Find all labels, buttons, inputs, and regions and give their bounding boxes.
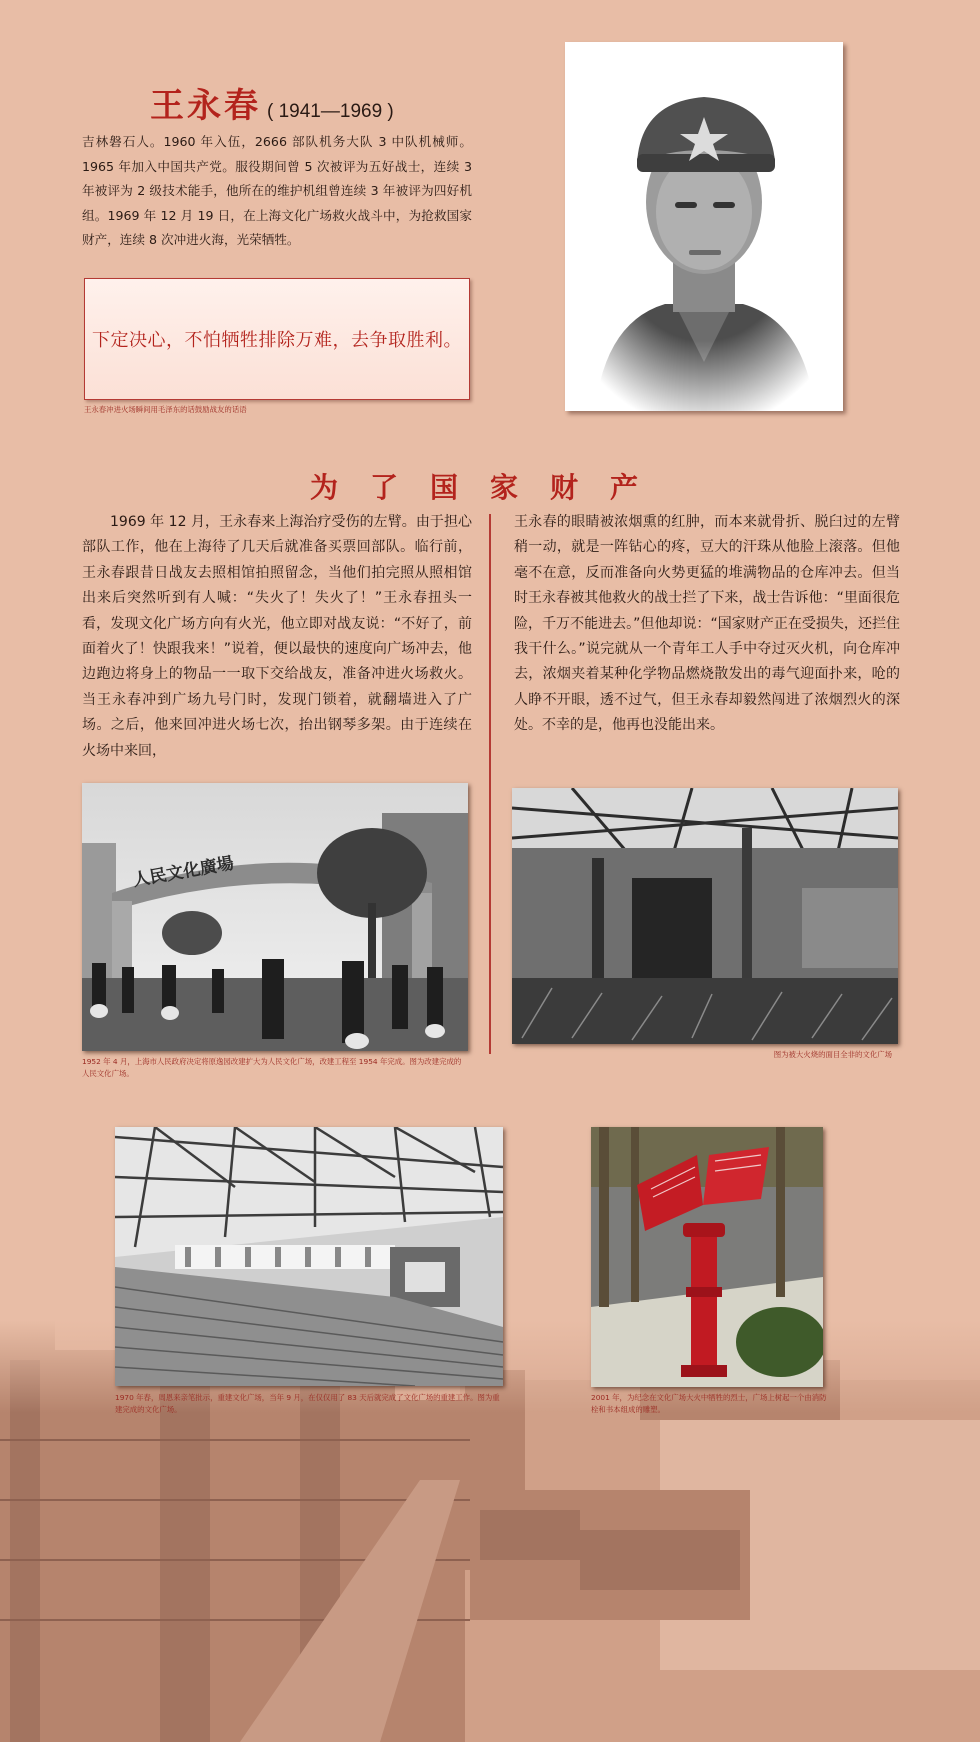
column-divider bbox=[489, 514, 491, 1054]
story-right-text: 王永春的眼睛被浓烟熏的红肿，而本来就骨折、脱臼过的左臂稍一动，就是一阵钻心的疼，豆大的汗珠从他脸上滚落。但他毫不在意，反而准备向火势更猛的堆满物品的仓库冲去。但当时王永春被其他救火的战士拦了下来，战士告诉他：“里面很危险，千万不能进去。”但他却说：“国家财产正在受损失，还拦住我干什么。”说完就从一个青年工人手中夺过灭火机，向仓库冲去，浓烟夹着某种化学物品燃烧散发出的毒气迎面扑来，呛的人睁不开眼，透不过气，但王永春却毅然闯进了浓烟烈火的深处。不幸的是，他再也没能出来。 bbox=[514, 514, 900, 734]
person-name: 王永春 bbox=[150, 86, 261, 126]
photo-rebuilt-cultural-square-1970 bbox=[115, 1127, 503, 1386]
portrait-photo bbox=[565, 42, 843, 411]
photo-cultural-square-1952 bbox=[82, 783, 468, 1051]
photo1-caption: 1952 年 4 月，上海市人民政府决定将原逸园改建扩大为人民文化广场，改建工程至 1954 年完成。图为改建完成的人民文化广场。 bbox=[82, 1057, 462, 1078]
quote-text: 下定决心，不怕牺牲排除万难，去争取胜利。 bbox=[92, 330, 462, 351]
quote-caption: 王永春冲进火场瞬间用毛泽东的话鼓励战友的话语 bbox=[84, 405, 247, 414]
title-line bbox=[150, 78, 394, 127]
photo2-caption: 图为被大火烧的面目全非的文化广场 bbox=[773, 1050, 892, 1059]
section-title: 为了国家财产 bbox=[309, 471, 670, 504]
story-left-text: 1969 年 12 月，王永春来上海治疗受伤的左臂。由于担心部队工作，他在上海待了几天后就准备买票回部队。临行前，王永春跟昔日战友去照相馆拍照留念，当他们拍完照从照相馆出来后突然听到有人喊：“失火了！失火了！”王永春扭头一看，发现文化广场方向有火光，他立即对战友说：“不好了，前面着火了！快跟我来！”说着，便以最快的速度向广场冲去，他边跑边将身上的物品一一取下交给战友，准备冲进火场救火。当王永春冲到广场九号门时，发现门锁着，就翻墙进入了广场。之后，他来回冲进火场七次，抬出钢琴多架。由于连续在火场中来回， bbox=[82, 514, 472, 759]
life-years: ( 1941—1969 ) bbox=[267, 101, 394, 122]
story-left-column bbox=[82, 510, 472, 764]
quote-box bbox=[84, 278, 470, 400]
photo-burned-cultural-square bbox=[512, 788, 898, 1044]
photo4-caption: 2001 年，为纪念在文化广场大火中牺牲的烈士，广场上树起一个由消防栓和书本组成的雕塑。 bbox=[591, 1393, 827, 1414]
arch-sign-text: 人民文化廣場 bbox=[131, 853, 236, 891]
photo-memorial-sculpture-2001 bbox=[591, 1127, 823, 1387]
biography-text: 吉林磐石人。1960 年入伍，2666 部队机务大队 3 中队机械师。1965 年加入中国共产党。服役期间曾 5 次被评为五好战士，连续 3 年被评为 2 级技术能手，他所在的维护机组曾连续 3 年被评为四好机组。1969 年 12 月 19 日，在上海文化广场救火战斗中，为抢救国家财产，连续 8 次冲进火海，光荣牺牲。 bbox=[82, 134, 472, 247]
photo3-caption: 1970 年春，周恩来亲笔批示，重建文化广场，当年 9 月，在仅仅用了 83 天后就完成了文化广场的重建工作。图为重建完成的文化广场。 bbox=[115, 1393, 500, 1414]
